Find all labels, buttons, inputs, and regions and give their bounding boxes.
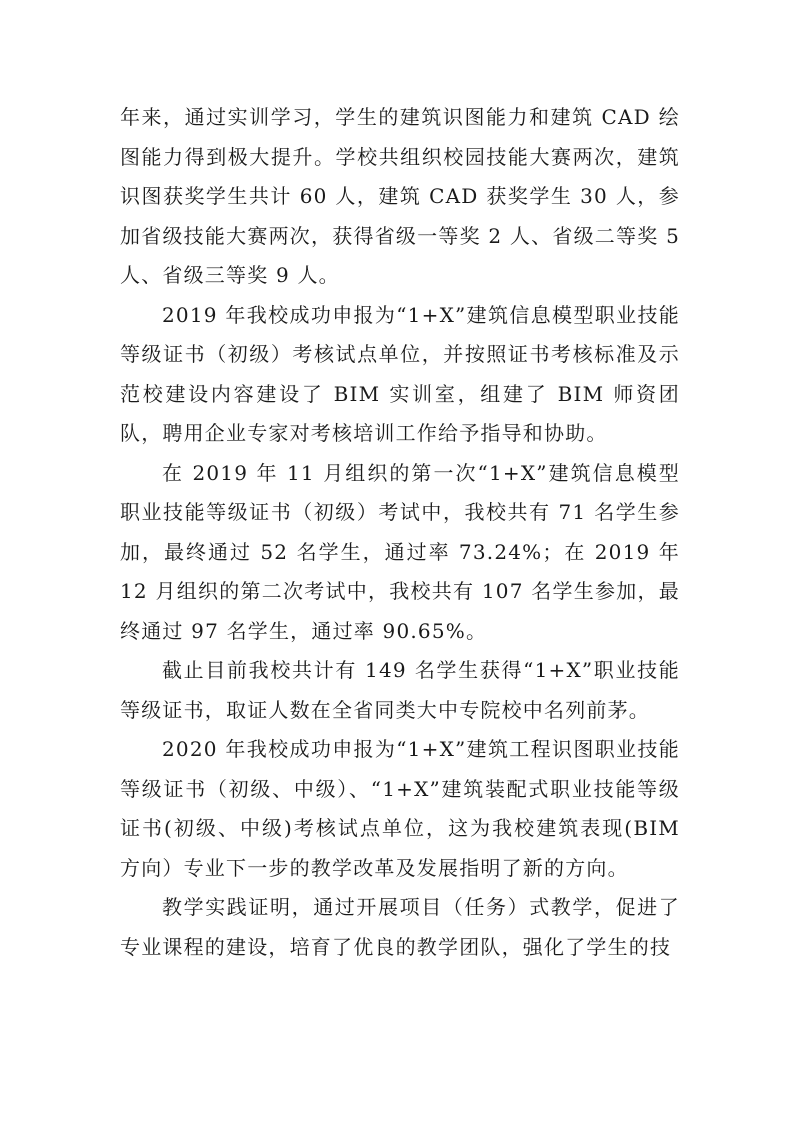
paragraph-bim-pilot-2019: 2019 年我校成功申报为“1+X”建筑信息模型职业技能等级证书（初级）考核试点单位，并按照证书考核标准及示范校建设内容建设了 BIM 实训室，组建了 BIM 师资团队，聘用企业专家对考核培训工作给予指导和协助。: [120, 302, 680, 445]
paragraph-pilot-2020: 2020 年我校成功申报为“1+X”建筑工程识图职业技能等级证书（初级、中级）、“1+X”建筑装配式职业技能等级证书(初级、中级)考核试点单位，这为我校建筑表现(BIM方向）专业下一步的教学改革及发展指明了新的方向。: [120, 737, 680, 880]
paragraph-certified-students: 截止目前我校共计有 149 名学生获得“1+X”职业技能等级证书，取证人数在全省同类大中专院校中名列前茅。: [120, 658, 680, 722]
paragraph-exam-pass-rates: 在 2019 年 11 月组织的第一次“1+X”建筑信息模型职业技能等级证书（初级）考试中，我校共有 71 名学生参加，最终通过 52 名学生，通过率 73.24%；在 2019 年 12 月组织的第二次考试中，我校共有 107 名学生参加，最终通过 97 名学生，通过率 90.65%。: [120, 460, 680, 643]
paragraph-teaching-practice: 教学实践证明，通过开展项目（任务）式教学，促进了专业课程的建设，培育了优良的教学团队，强化了学生的技: [120, 895, 680, 959]
paragraph-training-results: 年来，通过实训学习，学生的建筑识图能力和建筑 CAD 绘图能力得到极大提升。学校共组织校园技能大赛两次，建筑识图获奖学生共计 60 人，建筑 CAD 获奖学生 30 人，参加省级技能大赛两次，获得省级一等奖 2 人、省级二等奖 5 人、省级三等奖 9 人。: [120, 105, 680, 287]
